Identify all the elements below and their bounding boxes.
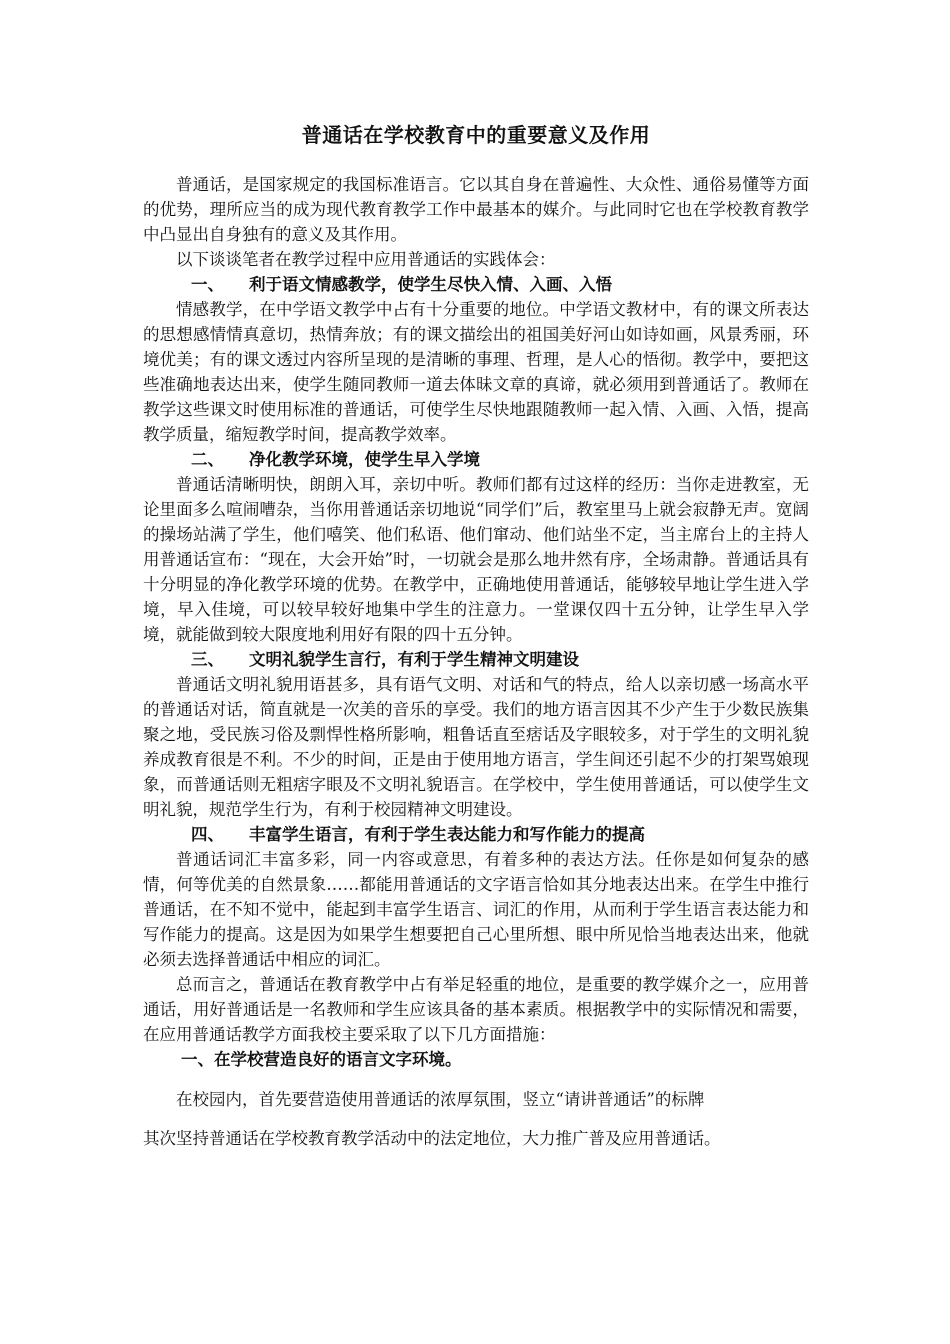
section-heading-text: 丰富学生语言，有利于学生表达能力和写作能力的提高 [249, 825, 645, 844]
section-number: 二、 [191, 450, 224, 469]
section-heading-text: 文明礼貌学生言行，有利于学生精神文明建设 [249, 650, 579, 669]
document-page [143, 120, 809, 1151]
section-heading-text: 利于语文情感教学，使学生尽快入情、入画、入悟 [249, 275, 612, 294]
section-body-1: 情感教学，在中学语文教学中占有十分重要的地位。中学语文教材中，有的课文所表达的思想感情情真意切，热情奔放；有的课文描绘出的祖国美好河山如诗如画，风景秀丽，环境优美；有的课文透过内容所呈现的是清晰的事理、哲理，是人心的悟彻。教学中，要把这些准确地表达出来，使学生随同教师一道去体昧文章的真谛，就必须用到普通话了。教师在教学这些课文时使用标准的普通话，可使学生尽快地跟随教师一起入情、入画、入悟，提高教学质量，缩短教学时间，提高教学效率。 [143, 300, 809, 444]
measure-heading: 一、在学校营造良好的语言文字环境。 [181, 1050, 462, 1069]
section-heading-3 [143, 647, 809, 672]
document-title: 普通话在学校教育中的重要意义及作用 [301, 123, 651, 147]
measure-line-2: 其次坚持普通话在学校教育教学活动中的法定地位，大力推广普及应用普通话。 [143, 1129, 721, 1148]
intro-paragraph: 普通话，是国家规定的我国标准语言。它以其自身在普遍性、大众性、通俗易懂等方面的优势，理所应当的成为现代教育教学工作中最基本的媒介。与此同时它也在学校教育教学中凸显出自身独有的意义及其作用。 [143, 175, 809, 244]
section-heading-text: 净化教学环境，使学生早入学境 [249, 450, 480, 469]
section-body-3: 普通话文明礼貌用语甚多，具有语气文明、对话和气的特点，给人以亲切感一场高水平的普通话对话，简直就是一次美的音乐的享受。我们的地方语言因其不少产生于少数民族集聚之地，受民族习俗及剽悍性格所影响，粗鲁话直至痞话及字眼较多，对于学生的文明礼貌养成教育很是不利。不少的时间，正是由于使用地方语言，学生间还引起不少的打架骂娘现象，而普通话则无粗痞字眼及不文明礼貌语言。在学校中，学生使用普通话，可以使学生文明礼貌，规范学生行为，有利于校园精神文明建设。 [143, 675, 809, 819]
section-heading-2 [143, 447, 809, 472]
section-body-2: 普通话清晰明快，朗朗入耳，亲切中听。教师们都有过这样的经历：当你走进教室，无论里面多么喧闹嘈杂，当你用普通话亲切地说“同学们”后，教室里马上就会寂静无声。宽阔的操场站满了学生，他们嘻笑、他们私语、他们窜动、他们站坐不定，当主席台上的主持人用普通话宣布：“现在，大会开始”时，一切就会是那么地井然有序，全场肃静。普通话具有十分明显的净化教学环境的优势。在教学中，正确地使用普通话，能够较早地让学生进入学境，早入佳境，可以较早较好地集中学生的注意力。一堂课仅四十五分钟，让学生早入学境，就能做到较大限度地利用好有限的四十五分钟。 [143, 475, 809, 644]
section-number: 一、 [191, 275, 224, 294]
measure-line-1: 在校园内，首先要营造使用普通话的浓厚氛围，竖立“请讲普通话”的标牌 [176, 1090, 705, 1109]
section-heading-1 [143, 272, 809, 297]
summary-paragraph: 总而言之，普通话在教育教学中占有举足轻重的地位，是重要的教学媒介之一，应用普通话，用好普通话是一名教师和学生应该具备的基本素质。根据教学中的实际情况和需要，在应用普通话教学方面我校主要采取了以下几方面措施： [143, 975, 809, 1044]
section-number: 四、 [191, 825, 224, 844]
section-number: 三、 [191, 650, 224, 669]
section-body-4: 普通话词汇丰富多彩，同一内容或意思，有着多种的表达方法。任你是如何复杂的感情，何等优美的自然景象……都能用普通话的文字语言恰如其分地表达出来。在学生中推行普通话，在不知不觉中，能起到丰富学生语言、词汇的作用，从而利于学生语言表达能力和写作能力的提高。这是因为如果学生想要把自己心里所想、眼中所见恰当地表达出来，他就必须去选择普通话中相应的词汇。 [143, 850, 809, 969]
intro-lead-paragraph: 以下谈谈笔者在教学过程中应用普通话的实践体会： [176, 250, 556, 269]
section-heading-4 [143, 822, 809, 847]
